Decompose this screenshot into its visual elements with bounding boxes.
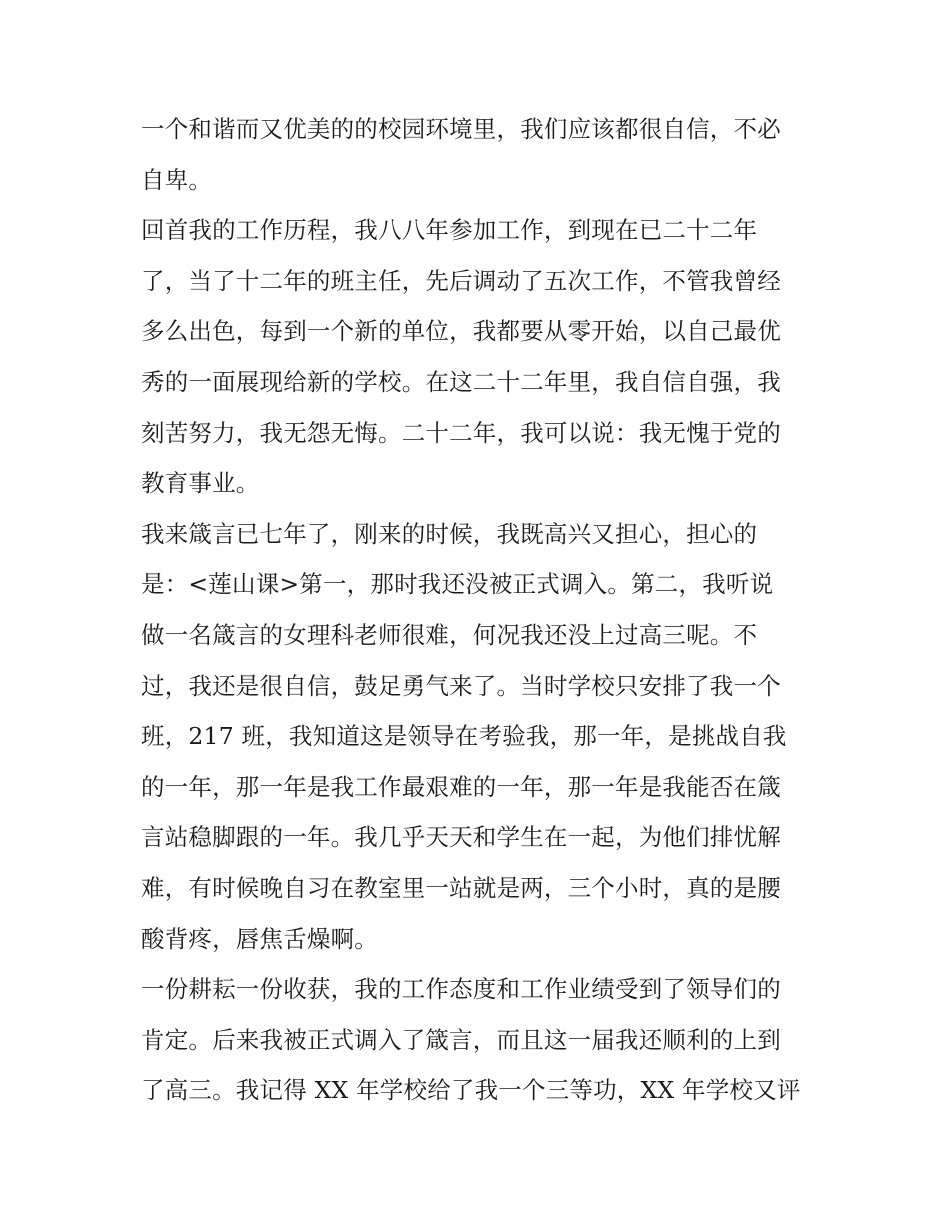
text-line-19: 肯定。后来我被正式调入了箴言，而且这一届我还顺利的上到 bbox=[141, 1025, 781, 1054]
text-line-17: 酸背疼，唇焦舌燥啊。 bbox=[141, 924, 378, 953]
text-line-9: 我来箴言已七年了，刚来的时候，我既高兴又担心，担心的 bbox=[141, 519, 758, 548]
text-line-14: 的一年，那一年是我工作最艰难的一年，那一年是我能否在箴 bbox=[141, 772, 781, 801]
text-line-16: 难，有时候晚自习在教室里一站就是两，三个小时，真的是腰 bbox=[141, 873, 781, 902]
text-line-20: 了高三。我记得 XX 年学校给了我一个三等功，XX 年学校又评 bbox=[141, 1076, 801, 1105]
text-line-1: 一个和谐而又优美的的校园环境里，我们应该都很自信，不必 bbox=[141, 115, 781, 143]
text-line-11: 做一名箴言的女理科老师很难，何况我还没上过高三呢。不 bbox=[141, 620, 758, 649]
text-line-15: 言站稳脚跟的一年。我几乎天天和学生在一起，为他们排忧解 bbox=[141, 823, 781, 852]
text-line-4: 了，当了十二年的班主任，先后调动了五次工作，不管我曾经 bbox=[141, 266, 781, 295]
text-line-5: 多么出色，每到一个新的单位，我都要从零开始，以自己最优 bbox=[141, 317, 781, 346]
text-line-18: 一份耕耘一份收获，我的工作态度和工作业绩受到了领导们的 bbox=[141, 975, 781, 1004]
text-line-8: 教育事业。 bbox=[141, 469, 260, 498]
text-line-7: 刻苦努力，我无怨无悔。二十二年，我可以说：我无愧于党的 bbox=[141, 418, 781, 447]
text-line-13: 班，217 班，我知道这是领导在考验我，那一年，是挑战自我 bbox=[141, 722, 787, 751]
text-line-6: 秀的一面展现给新的学校。在这二十二年里，我自信自强，我 bbox=[141, 367, 781, 396]
document-body bbox=[141, 104, 821, 1116]
text-line-3: 回首我的工作历程，我八八年参加工作，到现在已二十二年 bbox=[141, 216, 758, 245]
text-line-2: 自卑。 bbox=[141, 165, 213, 194]
text-line-10: 是：<莲山课>第一，那时我还没被正式调入。第二，我听说 bbox=[141, 570, 774, 599]
text-line-12: 过，我还是很自信，鼓足勇气来了。当时学校只安排了我一个 bbox=[141, 671, 781, 700]
